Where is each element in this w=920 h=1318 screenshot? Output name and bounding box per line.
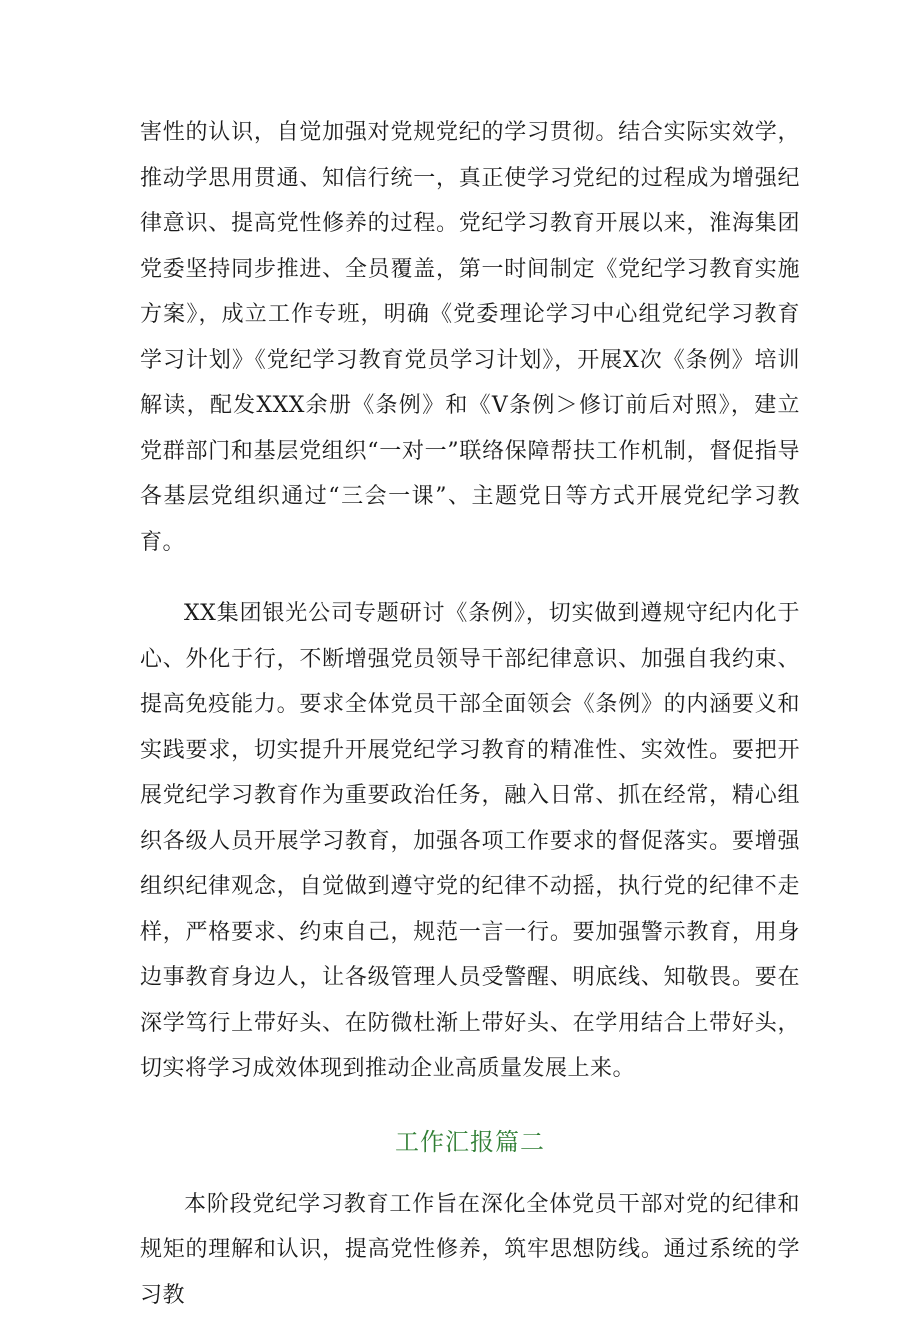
- paragraph-yinguang: XX集团银光公司专题研讨《条例》，切实做到遵规守纪内化于心、外化于行，不断增强党员领导干部纪律意识、加强自我约束、提高免疫能力。要求全体党员干部全面领会《条例》的内涵要义和实践要求，切实提升开展党纪学习教育的精准性、实效性。要把开展党纪学习教育作为重要政治任务，融入日常、抓在经常，精心组织各级人员开展学习教育，加强各项工作要求的督促落实。要增强组织纪律观念，自觉做到遵守党的纪律不动摇，执行党的纪律不走样，严格要求、约束自己，规范一言一行。要加强警示教育，用身边事教育身边人，让各级管理人员受警醒、明底线、知敬畏。要在深学笃行上带好头、在防微杜渐上带好头、在学用结合上带好头，切实将学习成效体现到推动企业高质量发展上来。: [140, 591, 800, 1092]
- paragraph-section-two: 本阶段党纪学习教育工作旨在深化全体党员干部对党的纪律和规矩的理解和认识，提高党性修养，筑牢思想防线。通过系统的学习教: [140, 1182, 800, 1318]
- paragraph-continued: 害性的认识，自觉加强对党规党纪的学习贯彻。结合实际实效学，推动学思用贯通、知信行统一，真正使学习党纪的过程成为增强纪律意识、提高党性修养的过程。党纪学习教育开展以来，淮海集团党委坚持同步推进、全员覆盖，第一时间制定《党纪学习教育实施方案》，成立工作专班，明确《党委理论学习中心组党纪学习教育学习计划》《党纪学习教育党员学习计划》，开展X次《条例》培训解读，配发XXX余册《条例》和《V条例＞修订前后对照》，建立党群部门和基层党组织“一对一”联络保障帮扶工作机制，督促指导各基层党组织通过“三会一课”、主题党日等方式开展党纪学习教育。: [140, 110, 800, 565]
- section-heading: 工作汇报篇二: [140, 1122, 800, 1162]
- document-body: [140, 110, 800, 1318]
